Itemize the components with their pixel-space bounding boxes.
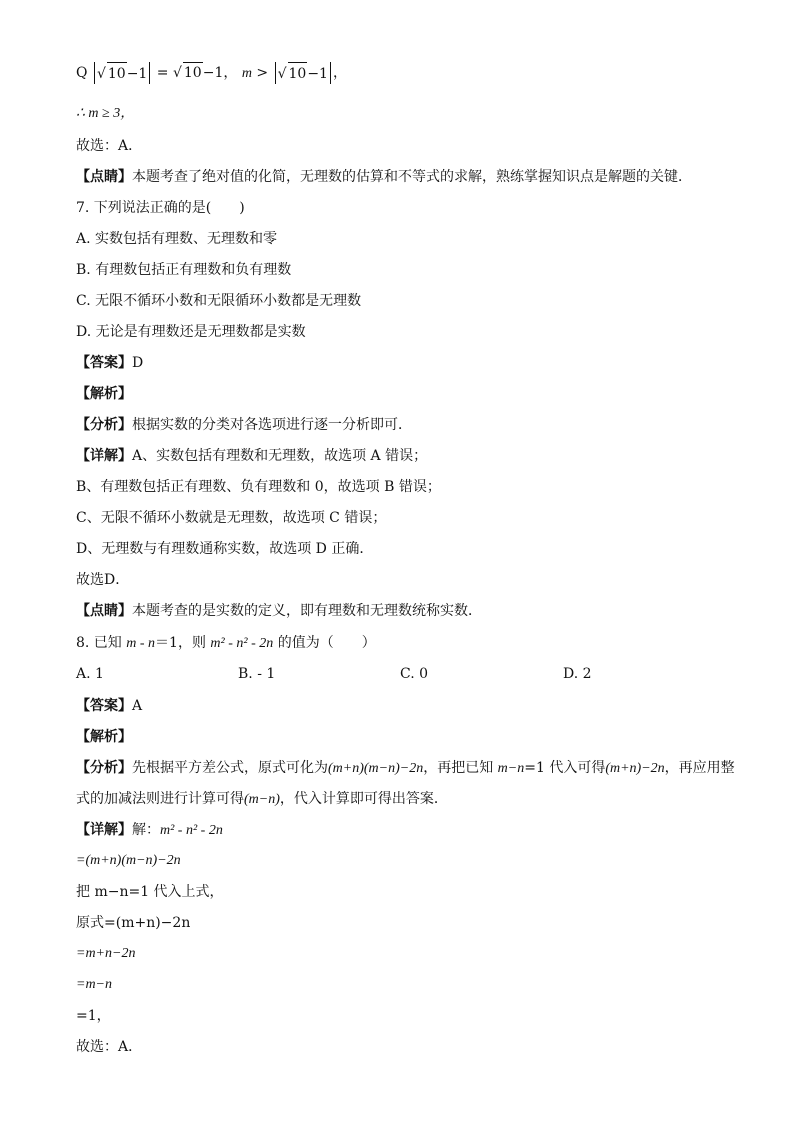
q8-option-c: C. 0 (400, 666, 429, 682)
q8-detail-start: 【详解】解：m² - n² - 2n (76, 822, 223, 838)
q7-stem: 7. 下列说法正确的是( ) (76, 200, 245, 216)
q8-option-b: B. - 1 (238, 666, 276, 682)
q8-analysis-line2: 式的加减法则进行计算可得(m−n)，代入计算即可得出答案． (76, 791, 448, 807)
q7-analysis: 【分析】根据实数的分类对各选项进行逐一分析即可． (76, 417, 412, 433)
q7-option-c: C. 无限不循环小数和无限循环小数都是无理数 (76, 293, 362, 309)
inequality-line: ∴ m ≥ 3， (76, 106, 135, 121)
formula-line-abs: Q √ 10−1 = √ 10−1， m > √ 10−1 ， (76, 62, 347, 84)
q7-option-b: B. 有理数包括正有理数和负有理数 (76, 262, 292, 278)
q8-step-4: =m+n−2n (76, 946, 136, 961)
q7-detail-d: D、无理数与有理数通称实数，故选项 D 正确． (76, 541, 374, 557)
q7-choose: 故选D． (76, 572, 130, 588)
q7-comment: 【点睛】本题考查的是实数的定义，即有理数和无理数统称实数． (76, 603, 482, 619)
abs-expression: √ 10−1 (94, 62, 150, 84)
q8-step-5: =m−n (76, 977, 113, 992)
q8-answer: 【答案】A (76, 698, 143, 714)
q8-analysis-line1: 【分析】先根据平方差公式，原式可化为(m+n)(m−n)−2n，再把已知 m−n=1 代入可得(m+n)−2n，再应用整 (76, 760, 735, 776)
q8-step-1: =(m+n)(m−n)−2n (76, 853, 181, 868)
q8-option-a: A. 1 (76, 666, 104, 682)
q8-stem: 8. 已知 m - n＝1，则 m² - n² - 2n 的值为（ ） (76, 635, 376, 651)
q7-answer: 【答案】D (76, 355, 144, 371)
q7-detail-c: C、无限不循环小数就是无理数，故选项 C 错误； (76, 510, 387, 526)
abs-expression-2: √ 10−1 (275, 62, 331, 84)
q8-choose: 故选：A． (76, 1039, 143, 1055)
q8-step-3: 原式=(m+n)−2n (76, 915, 191, 931)
q8-option-d: D. 2 (563, 666, 592, 682)
q7-option-d: D. 无论是有理数还是无理数都是实数 (76, 324, 306, 340)
q8-step-2: 把 m−n=1 代入上式， (76, 884, 224, 900)
q8-jiexi-heading: 【解析】 (76, 729, 132, 745)
comment-tag: 【点睛】 (76, 169, 132, 185)
q7-detail-b: B、有理数包括正有理数、负有理数和 0，故选项 B 错误； (76, 479, 441, 495)
comment-line: 【点睛】本题考查了绝对值的化简，无理数的估算和不等式的求解，熟练掌握知识点是解题的关键． (76, 169, 692, 185)
q7-detail-a: 【详解】A、实数包括有理数和无理数，故选项 A 错误； (76, 448, 428, 464)
q8-step-6: =1， (76, 1008, 111, 1024)
choice-line: 故选：A． (76, 138, 143, 154)
q7-option-a: A. 实数包括有理数、无理数和零 (76, 231, 278, 247)
q7-jiexi-heading: 【解析】 (76, 386, 132, 402)
